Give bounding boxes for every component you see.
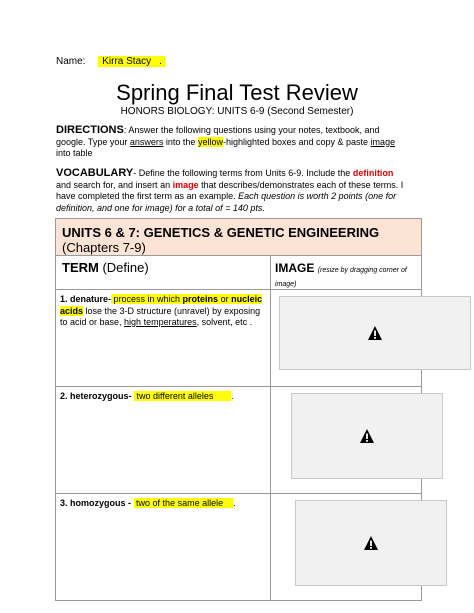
name-label: Name: [56,56,86,67]
image-head-note: (resize by dragging corner of image) [275,267,407,288]
table-row [56,290,422,387]
term-cell [56,494,271,601]
definition-field[interactable] [134,391,231,401]
definition-text: , solvent, etc . [196,317,253,327]
definition-text: nucleic acids [60,294,263,316]
image-word: image [172,179,199,190]
definition-text: two different alleles [136,391,214,401]
term-head-label: TERM [62,260,99,275]
vocabulary-heading: VOCABULARY [56,167,134,179]
vocabulary-text: - Define the following terms from Units 6-9. Include the [133,168,353,178]
definition-text: proteins [182,294,219,304]
image-cell[interactable] [271,387,422,494]
image-head-label: IMAGE [275,261,315,275]
definition-text: high temperatures [124,317,197,327]
warning-icon [359,428,375,444]
definition-text: or [218,294,232,304]
directions-paragraph [56,125,408,160]
image-placeholder[interactable] [279,296,471,370]
image-cell[interactable] [271,290,422,387]
image-cell[interactable] [271,494,422,601]
definition-field[interactable] [134,498,234,508]
vocabulary-text: that describes/demonstrates each of these terms. I have completed the first term as an example. [56,179,404,201]
name-trail: . [159,56,162,67]
directions-text: into table [56,148,93,158]
directions-text: : Answer the following questions using your notes, textbook, and google. Type your [56,125,380,147]
term-column-header [56,256,271,290]
yellow-word: yellow [197,136,223,147]
points-note: Each question is worth 2 points (one for definition, and one for image) for a total of = 140 pts. [56,191,397,213]
definition-trail: . [230,391,234,401]
table-row [56,387,422,494]
term-label: 3. homozygous - [60,498,132,508]
term-label: 2. heterozygous- [60,391,132,401]
warning-icon [363,535,379,551]
name-value: Kirra Stacy [102,56,152,67]
definition-text: process in which [111,294,183,304]
table-row [56,494,422,601]
term-cell [56,290,271,387]
directions-heading: DIRECTIONS [56,124,124,136]
unit-title: UNITS 6 & 7: GENETICS & GENETIC ENGINEERING [62,225,380,240]
term-head-sub: (Define) [102,260,149,275]
answers-word: answers [129,136,164,147]
term-label: 1. denature- [60,294,112,304]
page-title: Spring Final Test Review [116,80,358,105]
definition-word: definition [352,168,394,178]
unit-chapters: (Chapters 7-9) [62,240,146,255]
directions-text: into the [163,136,198,147]
image-placeholder[interactable] [291,393,443,479]
vocabulary-paragraph [56,168,408,214]
unit-header [56,219,422,256]
warning-icon [367,325,383,341]
directions-text: -highlighted boxes and copy & paste [222,136,371,147]
image-word: image [370,136,396,147]
name-row [56,56,165,67]
page-subtitle: HONORS BIOLOGY: UNITS 6-9 (Second Semester) [120,106,354,117]
vocabulary-table [55,218,422,601]
image-column-header [271,256,422,290]
definition-trail: . [233,498,236,508]
vocabulary-text: and search for, and insert an [56,179,173,190]
name-field[interactable] [98,56,165,67]
definition-text: two of the same allele [136,498,224,508]
definition-text: lose the 3-D structure (unravel) by exposing to acid or base, [60,305,261,327]
term-cell [56,387,271,494]
image-placeholder[interactable] [295,500,447,586]
